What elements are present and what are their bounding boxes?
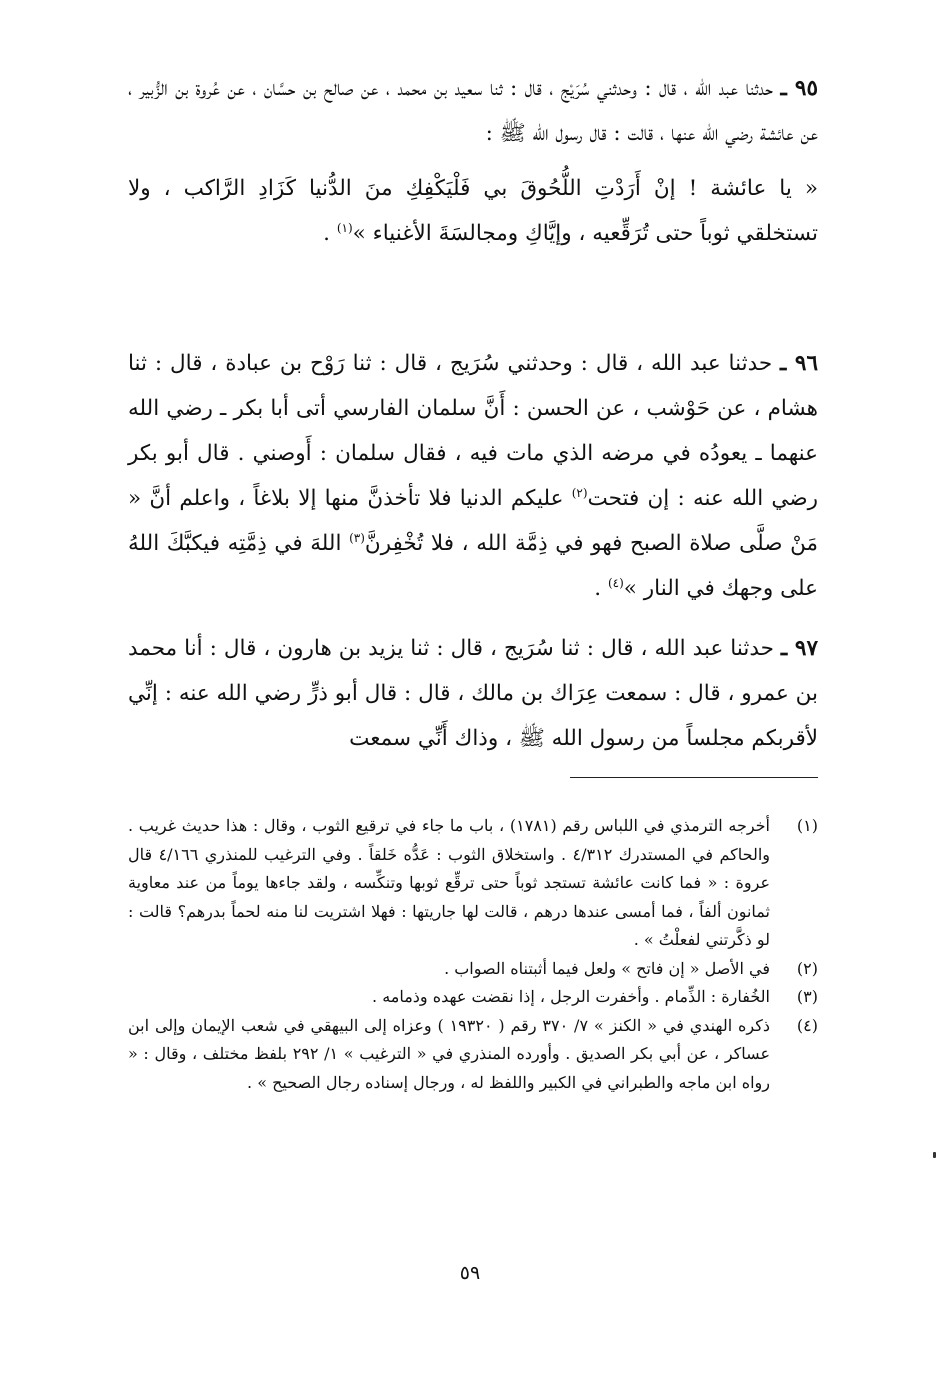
hadith-number: ٩٧ ـ bbox=[780, 636, 818, 661]
hadith-body: حدثنا عبد الله ، قال : وحدثني سُرَيْج ، قال : ثنا سعيد بن محمد ، عن صالح بن حسَّان ، عن عُروة بن الزُّبير ، عن عائشة رضي الله عنها ، قالت : قال رسول الله ﷺ : bbox=[128, 76, 818, 146]
hadith-97 bbox=[128, 626, 818, 761]
period: . bbox=[594, 576, 608, 601]
hadith-95-quote bbox=[128, 166, 818, 256]
hadith-95-text bbox=[128, 66, 818, 156]
hadith-body-continued: عليكم الدنيا فلا تأخذنَّ منها إلا بلاغاً ، واعلم أنَّ « مَنْ صلَّى صلاة الصبح فهو في ذِمَّة الله ، فلا تُخْفِرنَّ bbox=[128, 486, 818, 556]
scan-mark bbox=[933, 1152, 936, 1158]
footnote-number: (٣) bbox=[796, 987, 818, 1006]
footnote-ref-3: (٣) bbox=[349, 530, 365, 545]
hadith-96 bbox=[128, 341, 818, 611]
hadith-body: حدثنا عبد الله ، قال : ثنا سُرَيج ، قال : ثنا يزيد بن هارون ، قال : أنا محمد بن عمرو ، قال : سمعت عِرَاك بن مالك ، قال : قال أبو ذرٍّ رضي الله عنه : إنِّي لأقربكم مجلساً من رسول الله ﷺ ، وذاك أَنِّي سمعت bbox=[128, 636, 818, 751]
footnote-ref-1: (١) bbox=[336, 220, 353, 235]
footnote-4 bbox=[128, 1012, 818, 1098]
footnote-number: (١) bbox=[796, 816, 818, 835]
footnote-2 bbox=[128, 955, 818, 984]
hadith-body: حدثنا عبد الله ، قال : وحدثني سُرَيج ، قال : ثنا رَوْح بن عبادة ، قال : ثنا هشام ، عن حَوْشب ، عن الحسن : أَنَّ سلمان الفارسي أتى أبا بكر ـ رضي الله عنهما ـ يعودُه في مرضه الذي مات فيه ، فقال سلمان : أَوصني . قال أبو بكر رضي الله عنه : إن فتحت bbox=[128, 351, 818, 511]
hadith-95 bbox=[128, 66, 818, 256]
hadith-number: ٩٦ ـ bbox=[780, 351, 818, 376]
footnote-text: في الأصل « إن فاتح » ولعل فيما أثبتناه الصواب . bbox=[444, 958, 770, 978]
hadith-number: ٩٥ ـ bbox=[780, 76, 818, 101]
hadith-body-end: اللهَ في ذِمَّتِه فيكبَّكَ اللهُ على وجهك في النار » bbox=[128, 531, 818, 601]
prophetic-quote: « يا عائشة ! إنْ أَرَدْتِ اللُّحُوقَ بي فَلْيَكْفِكِ منَ الدُّنيا كَزَادِ الرَّاكب ، ولا تستخلقي ثوباً حتى تُرَقِّعيه ، وإيَّاكِ ومجالسَةَ الأغنياء » bbox=[128, 176, 818, 246]
footnote-text: ذكره الهندي في « الكنز » ٧/ ٣٧٠ رقم ( ١٩٣٢٠ ) وعزاه إلى البيهقي في شعب الإيمان وإلى ابن عساكر ، عن أبي بكر الصديق . وأورده المنذري في « الترغيب » ١/ ٢٩٢ بلفظ مختلف ، وقال : « رواه ابن ماجه والطبراني في الكبير واللفظ له ، ورجال إسناده رجال الصحيح » . bbox=[128, 1015, 771, 1092]
hadith-97-text bbox=[128, 626, 818, 761]
period: . bbox=[323, 221, 337, 246]
footnote-ref-2: (٢) bbox=[571, 485, 588, 500]
footnote-number: (٤) bbox=[796, 1015, 818, 1035]
footnote-3 bbox=[128, 983, 818, 1012]
footnote-number: (٢) bbox=[796, 958, 818, 978]
hadith-96-text bbox=[128, 341, 818, 611]
page-number: ٥٩ bbox=[459, 1262, 481, 1284]
footnote-text: أخرجه الترمذي في اللباس رقم (١٧٨١) ، باب ما جاء في ترقيع الثوب ، وقال : هذا حديث غريب . والحاكم في المستدرك ٤/٣١٢ . واستخلاق الثوب : عَدُّه خَلقاً . وفي الترغيب للمنذري ٤/١٦٦ قال عروة : « فما كانت عائشة تستجد ثوباً حتى ترقِّع ثوبها وتنكِّسه ، ولقد جاءها يوماً من عند معاوية ثمانون ألفاً ، فما أمسى عندها درهم ، قالت لها جاريتها : فهلا اشتريت لنا منه لحماً بدرهم؟ قالت : لو ذكَّرتني لفعلْتُ » . bbox=[128, 816, 771, 949]
footnotes bbox=[128, 812, 818, 1097]
footnote-text: الخُفارة : الذِّمام . وأخفرت الرجل ، إذا نقضت عهده وذمامه . bbox=[372, 987, 770, 1006]
footnote-ref-4: (٤) bbox=[607, 575, 624, 590]
footnote-1 bbox=[128, 812, 818, 955]
footnote-separator bbox=[570, 777, 818, 778]
